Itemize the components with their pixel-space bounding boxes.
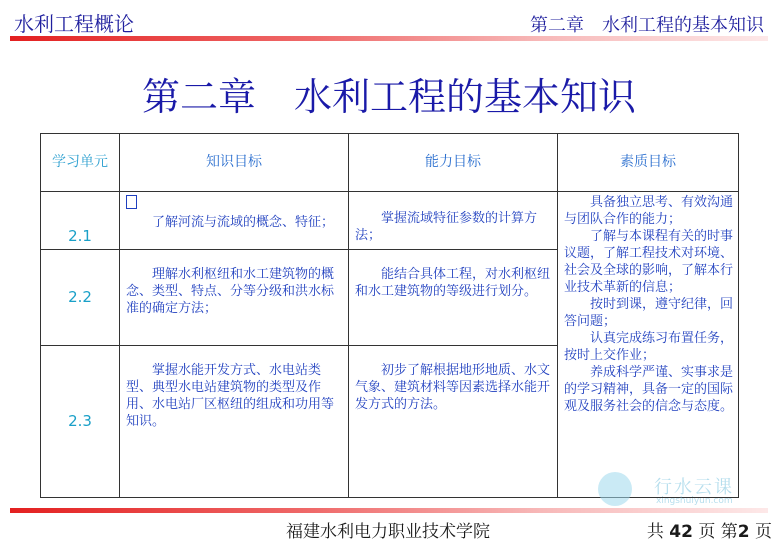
ability-text: 能结合具体工程，对水利枢纽和水工建筑物的等级进行划分。	[355, 267, 551, 299]
ability-cell	[349, 192, 558, 250]
current-page: 2	[737, 522, 750, 542]
school-name: 福建水利电力职业技术学院	[286, 522, 490, 542]
total-prefix: 共	[646, 522, 664, 542]
header-ability: 能力目标	[349, 134, 558, 192]
ability-text: 掌握流域特征参数的计算方法；	[355, 211, 538, 243]
knowledge-text: 了解河流与流域的概念、特征；	[152, 215, 335, 230]
table-row	[41, 192, 739, 250]
header-quality: 素质目标	[558, 134, 739, 192]
ability-cell	[349, 250, 558, 346]
table-header-row	[41, 134, 739, 192]
knowledge-cell	[120, 192, 349, 250]
page-word: 页	[698, 522, 716, 542]
page-suffix: 页	[755, 522, 772, 542]
chapter-header: 第二章 水利工程的基本知识	[530, 15, 764, 36]
ability-cell	[349, 346, 558, 498]
course-title: 水利工程概论	[14, 12, 134, 36]
placeholder-box-icon	[126, 195, 137, 209]
knowledge-cell	[120, 346, 349, 498]
header-knowledge: 知识目标	[120, 134, 349, 192]
knowledge-cell	[120, 250, 349, 346]
unit-cell: 2.3	[41, 346, 120, 498]
quality-cell	[558, 192, 739, 498]
footer-divider	[10, 508, 768, 513]
quality-item: 了解与本课程有关的时事议题，了解工程技术对环境、社会及全球的影响，了解本行业技术革新的信息；	[564, 229, 734, 295]
knowledge-text: 掌握水能开发方式、水电站类型、典型水电站建筑物的类型及作用、水电站厂区枢纽的组成和功用等知识。	[126, 363, 335, 429]
unit-cell: 2.2	[41, 250, 120, 346]
page-title: 第二章 水利工程的基本知识	[141, 75, 636, 119]
total-pages: 42	[669, 522, 693, 542]
watermark-brand: 行水云课	[654, 477, 734, 498]
page-prefix: 第	[720, 522, 738, 542]
quality-item: 具备独立思考、有效沟通与团队合作的能力；	[564, 195, 734, 227]
watermark-logo	[598, 470, 768, 510]
header-divider	[10, 36, 768, 41]
quality-item: 认真完成练习布置任务，按时上交作业；	[564, 331, 734, 363]
quality-item: 养成科学严谨、实事求是的学习精神，具备一定的国际观及服务社会的信念与态度。	[564, 365, 734, 414]
objectives-table	[40, 133, 739, 498]
watermark-domain: xingshuiyun.com	[656, 496, 733, 506]
unit-cell: 2.1	[41, 192, 120, 250]
page-indicator	[647, 517, 772, 542]
knowledge-text: 理解水利枢纽和水工建筑物的概念、类型、特点、分等分级和洪水标准的确定方法；	[126, 267, 335, 316]
header-unit: 学习单元	[41, 134, 120, 192]
ability-text: 初步了解根据地形地质、水文气象、建筑材料等因素选择水能开发方式的方法。	[355, 363, 551, 412]
water-drop-icon	[598, 472, 632, 506]
quality-item: 按时到课，遵守纪律，回答问题；	[564, 297, 734, 329]
